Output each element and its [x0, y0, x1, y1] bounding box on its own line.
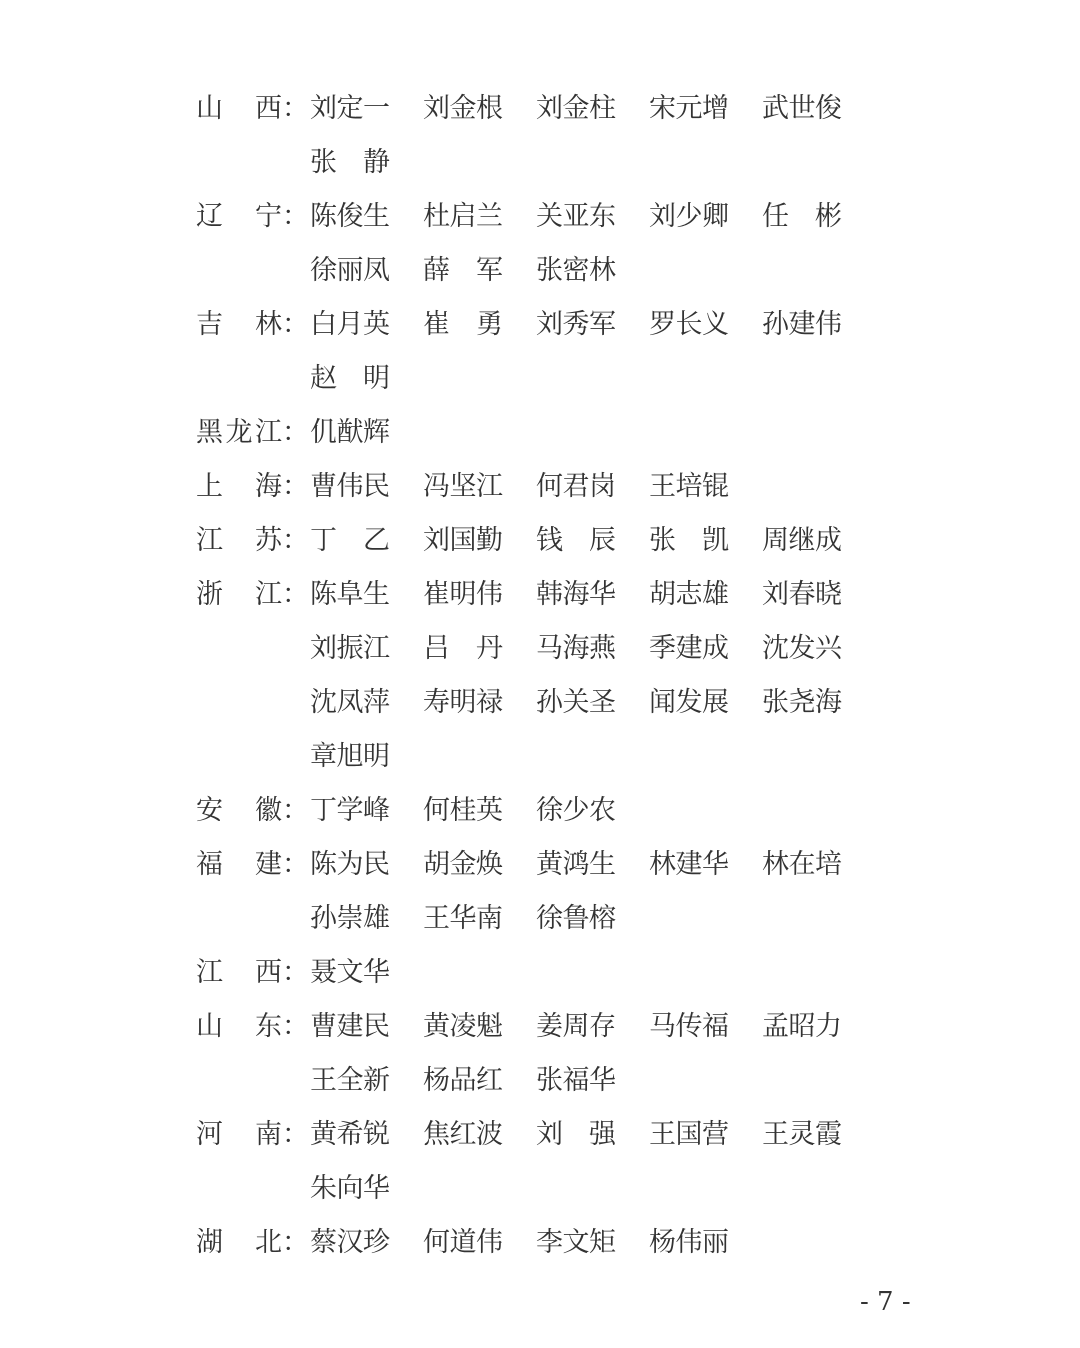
person-name: 刘 振 江 — [310, 633, 390, 664]
person-name: 张 凯 — [649, 525, 729, 556]
person-name: 钱 辰 — [536, 525, 616, 556]
region-label: 山 西 ： — [196, 93, 309, 124]
list-row — [0, 784, 1080, 838]
person-name: 王 培 锟 — [649, 471, 729, 502]
person-name: 焦 红 波 — [423, 1119, 503, 1150]
list-row — [0, 1216, 1080, 1270]
person-name: 沈 发 兴 — [762, 633, 842, 664]
person-name: 陈 为 民 — [310, 849, 390, 880]
person-name: 何 桂 英 — [423, 795, 503, 826]
region-label: 福 建 ： — [196, 849, 309, 880]
person-name: 胡 志 雄 — [649, 579, 729, 610]
list-row — [0, 622, 1080, 676]
person-name: 丁 乙 — [310, 525, 390, 556]
list-row — [0, 730, 1080, 784]
person-name: 孙 崇 雄 — [310, 903, 390, 934]
person-name: 蔡 汉 珍 — [310, 1227, 390, 1258]
list-row — [0, 1054, 1080, 1108]
person-name: 武 世 俊 — [762, 93, 842, 124]
person-name: 张 密 林 — [536, 255, 616, 286]
person-name: 张 福 华 — [536, 1065, 616, 1096]
person-name: 林 建 华 — [649, 849, 729, 880]
person-name: 聂 文 华 — [310, 957, 390, 988]
region-label: 安 徽 ： — [196, 795, 309, 826]
list-row — [0, 190, 1080, 244]
region-label: 黑 龙 江 ： — [196, 417, 309, 448]
person-name: 林 在 培 — [762, 849, 842, 880]
region-label: 上 海 ： — [196, 471, 309, 502]
person-name: 王 全 新 — [310, 1065, 390, 1096]
list-row — [0, 892, 1080, 946]
person-name: 冯 坚 江 — [423, 471, 503, 502]
person-name: 何 君 岗 — [536, 471, 616, 502]
region-label: 江 苏 ： — [196, 525, 309, 556]
person-name: 周 继 成 — [762, 525, 842, 556]
person-name: 马 传 福 — [649, 1011, 729, 1042]
person-name: 吕 丹 — [423, 633, 503, 664]
person-name: 韩 海 华 — [536, 579, 616, 610]
person-name: 刘 金 柱 — [536, 93, 616, 124]
list-row — [0, 946, 1080, 1000]
region-label: 山 东 ： — [196, 1011, 309, 1042]
person-name: 章 旭 明 — [310, 741, 390, 772]
region-label: 浙 江 ： — [196, 579, 309, 610]
page-number: - 7 - — [860, 1287, 911, 1317]
person-name: 徐 少 农 — [536, 795, 616, 826]
list-row — [0, 1108, 1080, 1162]
person-name: 刘 少 卿 — [649, 201, 729, 232]
region-label: 江 西 ： — [196, 957, 309, 988]
person-name: 杜 启 兰 — [423, 201, 503, 232]
person-name: 刘 春 晓 — [762, 579, 842, 610]
person-name: 刘 金 根 — [423, 93, 503, 124]
list-row — [0, 406, 1080, 460]
person-name: 孙 关 圣 — [536, 687, 616, 718]
list-row — [0, 460, 1080, 514]
person-name: 季 建 成 — [649, 633, 729, 664]
person-name: 张 静 — [310, 147, 390, 178]
person-name: 陈 阜 生 — [310, 579, 390, 610]
person-name: 曹 伟 民 — [310, 471, 390, 502]
list-row — [0, 244, 1080, 298]
person-name: 姜 周 存 — [536, 1011, 616, 1042]
list-row — [0, 514, 1080, 568]
person-name: 宋 元 增 — [649, 93, 729, 124]
person-name: 陈 俊 生 — [310, 201, 390, 232]
list-row — [0, 1162, 1080, 1216]
list-row — [0, 676, 1080, 730]
person-name: 沈 凤 萍 — [310, 687, 390, 718]
person-name: 刘 秀 军 — [536, 309, 616, 340]
person-name: 杨 品 红 — [423, 1065, 503, 1096]
list-row — [0, 1000, 1080, 1054]
list-row — [0, 838, 1080, 892]
person-name: 张 尧 海 — [762, 687, 842, 718]
person-name: 任 彬 — [762, 201, 842, 232]
person-name: 崔 明 伟 — [423, 579, 503, 610]
person-name: 朱 向 华 — [310, 1173, 390, 1204]
person-name: 马 海 燕 — [536, 633, 616, 664]
person-name: 黄 希 锐 — [310, 1119, 390, 1150]
person-name: 丁 学 峰 — [310, 795, 390, 826]
person-name: 赵 明 — [310, 363, 390, 394]
person-name: 关 亚 东 — [536, 201, 616, 232]
person-name: 刘 国 勤 — [423, 525, 503, 556]
person-name: 徐 丽 凤 — [310, 255, 390, 286]
region-label: 吉 林 ： — [196, 309, 309, 340]
region-label: 湖 北 ： — [196, 1227, 309, 1258]
region-label: 河 南 ： — [196, 1119, 309, 1150]
person-name: 王 华 南 — [423, 903, 503, 934]
list-row — [0, 136, 1080, 190]
region-label: 辽 宁 ： — [196, 201, 309, 232]
person-name: 曹 建 民 — [310, 1011, 390, 1042]
person-name: 李 文 矩 — [536, 1227, 616, 1258]
person-name: 王 灵 霞 — [762, 1119, 842, 1150]
person-name: 薛 军 — [423, 255, 503, 286]
person-name: 杨 伟 丽 — [649, 1227, 729, 1258]
person-name: 闻 发 展 — [649, 687, 729, 718]
person-name: 孟 昭 力 — [762, 1011, 842, 1042]
person-name: 徐 鲁 榕 — [536, 903, 616, 934]
list-row — [0, 352, 1080, 406]
person-name: 罗 长 义 — [649, 309, 729, 340]
person-name: 刘 定 一 — [310, 93, 390, 124]
person-name: 王 国 营 — [649, 1119, 729, 1150]
person-name: 白 月 英 — [310, 309, 390, 340]
person-name: 崔 勇 — [423, 309, 503, 340]
person-name: 胡 金 焕 — [423, 849, 503, 880]
list-row — [0, 82, 1080, 136]
person-name: 黄 凌 魁 — [423, 1011, 503, 1042]
person-name: 仉 猷 辉 — [310, 417, 390, 448]
list-row — [0, 298, 1080, 352]
person-name: 孙 建 伟 — [762, 309, 842, 340]
list-row — [0, 568, 1080, 622]
person-name: 黄 鸿 生 — [536, 849, 616, 880]
person-name: 刘 强 — [536, 1119, 616, 1150]
person-name: 寿 明 禄 — [423, 687, 503, 718]
person-name: 何 道 伟 — [423, 1227, 503, 1258]
